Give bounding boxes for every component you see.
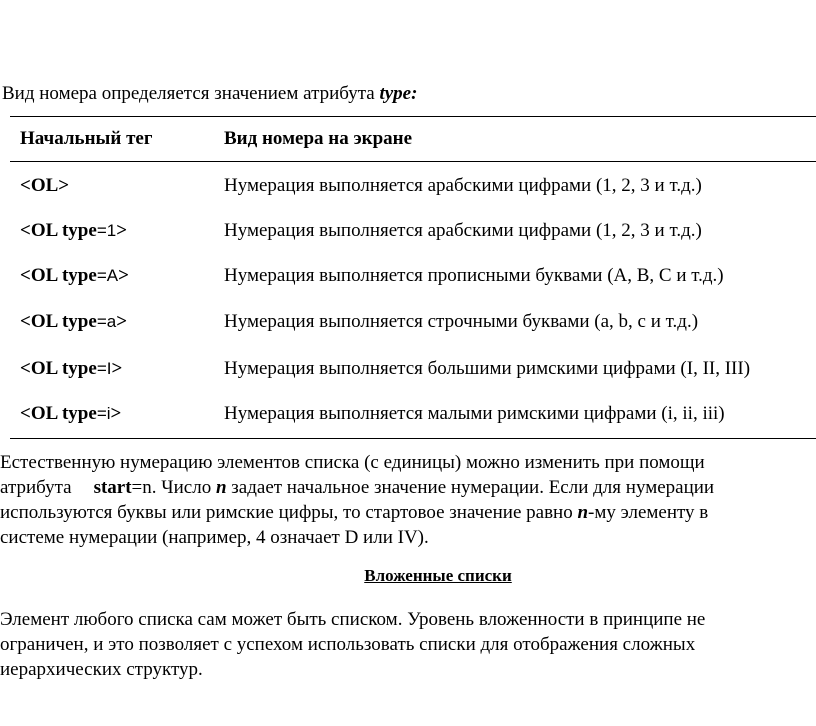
intro-label: Вид номера определяется значением атрибута <box>2 83 380 104</box>
row-tag: <OL type=I> <box>20 358 123 379</box>
table-header <box>10 117 816 162</box>
row-description: Нумерация выполняется малыми римскими цифрами (i, ii, iii) <box>224 403 725 424</box>
numbering-table <box>10 116 816 439</box>
paragraph-line: используются буквы или римские цифры, то стартовое значение равно n-му элементу в <box>0 502 709 523</box>
table-row <box>10 175 816 205</box>
intro-text <box>2 82 417 106</box>
section-title: Вложенные списки <box>364 566 512 585</box>
paragraph-line: ограничен, и это позволяет с успехом использовать списки для отображения сложных <box>0 634 696 655</box>
table-row <box>10 311 816 341</box>
header-number-view: Вид номера на экране <box>224 128 413 149</box>
row-description: Нумерация выполняется прописными буквами (A, B, C и т.д.) <box>224 265 724 286</box>
attr-start: start <box>93 477 132 498</box>
row-tag: <OL type=i> <box>20 403 122 424</box>
row-tag: <OL type=A> <box>20 265 129 286</box>
paragraph-line: атрибута start=n. Число n задает начальное значение нумерации. Если для нумерации <box>0 477 715 498</box>
row-description: Нумерация выполняется строчными буквами (a, b, c и т.д.) <box>224 311 699 332</box>
table-row <box>10 220 816 250</box>
row-description: Нумерация выполняется арабскими цифрами (1, 2, 3 и т.д.) <box>224 175 702 196</box>
table-row <box>10 358 816 388</box>
paragraph-line: иерархических структур. <box>0 659 203 680</box>
row-tag: <OL> <box>20 175 70 196</box>
row-tag: <OL type=1> <box>20 220 128 241</box>
paragraph-line: Естественную нумерацию элементов списка (с единицы) можно изменить при помощи <box>0 452 705 473</box>
row-description: Нумерация выполняется большими римскими цифрами (I, II, III) <box>224 358 751 379</box>
table-row <box>10 403 816 433</box>
intro-attr-type: type: <box>379 83 418 104</box>
row-description: Нумерация выполняется арабскими цифрами (1, 2, 3 и т.д.) <box>224 220 702 241</box>
paragraph-line: Элемент любого списка сам может быть списком. Уровень вложенности в принципе не <box>0 609 706 630</box>
row-tag: <OL type=a> <box>20 311 128 332</box>
table-row <box>10 265 816 295</box>
paragraph-line: системе нумерации (например, 4 означает D или IV). <box>0 527 429 548</box>
header-start-tag: Начальный тег <box>20 128 153 149</box>
